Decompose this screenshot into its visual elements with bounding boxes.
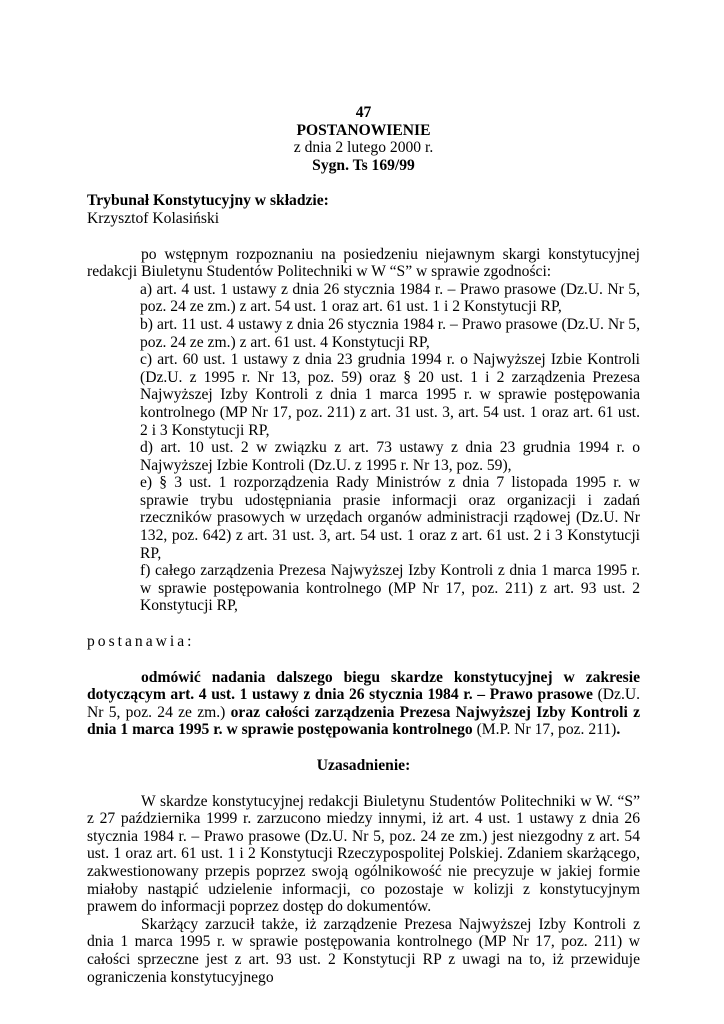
list-item: d) art. 10 ust. 2 w związku z art. 73 ustawy z dnia 23 grudnia 1994 r. o Najwyższej Izbie Kontroli (Dz.U. z 1995 r. Nr 13, poz. 59), — [140, 439, 640, 474]
document-date: z dnia 2 lutego 2000 r. — [293, 139, 434, 157]
ruling-text-bold: oraz całości zarządzenia Prezesa Najwyższej Izby Kontroli z dnia 1 marca 1995 r. w sprawie postępowania kontrolnego — [87, 703, 640, 739]
ruling-citation: (Dz.U. Nr 5, poz. 24 ze zm.) — [87, 686, 640, 721]
document-number: 47 — [355, 104, 372, 121]
case-signature: Sygn. Ts 169/99 — [312, 156, 415, 174]
list-item: b) art. 11 ust. 4 ustawy z dnia 26 stycznia 1984 r. – Prawo prasowe (Dz.U. Nr 5, poz. 24 ze zm.) z art. 61 ust. 4 Konstytucji RP, — [140, 315, 640, 351]
list-item: f) całego zarządzenia Prezesa Najwyższej Izby Kontroli z dnia 1 marca 1995 r. w sprawie postępowania kontrolnego (MP Nr 17, poz. 211) z art. 93 ust. 2 Konstytucji RP, — [140, 562, 640, 615]
ruling-citation: (M.P. Nr 17, poz. 211) — [472, 721, 617, 739]
list-item: e) § 3 ust. 1 rozporządzenia Rady Ministrów z dnia 7 listopada 1995 r. w sprawie trybu udostępniania prasie informacji oraz organizacji i zadań rzeczników prasowych w urzędach organów administracji rządowej (Dz.U. Nr 132, poz. 642) z art. 31 ust. 3, art. 54 ust. 1 oraz z art. 61 ust. 2 i 3 Konstytucji RP, — [140, 474, 640, 562]
decides-label: postanawia: — [87, 633, 195, 651]
justification-paragraph: W skardze konstytucyjnej redakcji Biuletynu Studentów Politechniki w W. “S” z 27 października 1999 r. zarzucono miedzy innymi, iż art. 4 ust. 1 ustawy z dnia 26 stycznia 1984 r. – Prawo prasowe (Dz.U. Nr 5, poz. 24 ze zm.) jest niezgodny z art. 54 ust. 1 oraz art. 61 ust. 1 i 2 Konstytucji Rzeczypospolitej Polskiej. Zdaniem skarżącego, zakwestionowany przepis poprzez swoją ogólnikowość nie precyzuje w jakiej formie miałoby nastąpić udzielenie informacji, co pozostaje w kolizji z konstytucyjnym prawem do informacji poprzez dostęp do dokumentów. — [87, 792, 640, 916]
judge-name: Krzysztof Kolasiński — [87, 209, 220, 227]
intro-paragraph: po wstępnym rozpoznaniu na posiedzeniu niejawnym skargi konstytucyjnej redakcji Biuletynu Studentów Politechniki w W “S” w sprawie zgodności: — [87, 245, 640, 281]
composition-heading: Trybunał Konstytucyjny w składzie: — [87, 192, 329, 210]
challenged-provisions-list — [140, 281, 640, 615]
justification-paragraph: Skarżący zarzucił także, iż zarządzenie Prezesa Najwyższej Izby Kontroli z dnia 1 marca 1995 r. w sprawie postępowania kontrolnego (MP Nr 17, poz. 211) w całości sprzeczne jest z art. 93 ust. 2 Konstytucji RP z uwagi na to, iż przewiduje ograniczenia konstytucyjnego — [87, 915, 640, 986]
ruling-period: . — [616, 721, 621, 739]
list-item: c) art. 60 ust. 1 ustawy z dnia 23 grudnia 1994 r. o Najwyższej Izbie Kontroli (Dz.U. z 1995 r. Nr 13, poz. 59) oraz § 20 ust. 1 i 2 zarządzenia Prezesa Najwyższej Izby Kontroli z dnia 1 marca 1995 r. w sprawie postępowania kontrolnego (MP Nr 17, poz. 211) z art. 31 ust. 3, art. 54 ust. 1 oraz art. 61 ust. 2 i 3 Konstytucji RP, — [140, 351, 640, 439]
list-item: a) art. 4 ust. 1 ustawy z dnia 26 stycznia 1984 r. – Prawo prasowe (Dz.U. Nr 5, poz. 24 ze zm.) z art. 54 ust. 1 oraz art. 61 ust. 1 i 2 Konstytucji RP, — [140, 280, 640, 316]
justification-heading: Uzasadnienie: — [316, 757, 411, 774]
document-page — [87, 104, 640, 986]
ruling-paragraph — [87, 669, 640, 739]
document-type: POSTANOWIENIE — [296, 121, 431, 139]
ruling-text-bold: odmówić nadania dalszego biegu skardze konstytucyjnej w zakresie dotyczącym art. 4 ust. 1 ustawy z dnia 26 stycznia 1984 r. – Prawo prasowe — [87, 668, 640, 704]
